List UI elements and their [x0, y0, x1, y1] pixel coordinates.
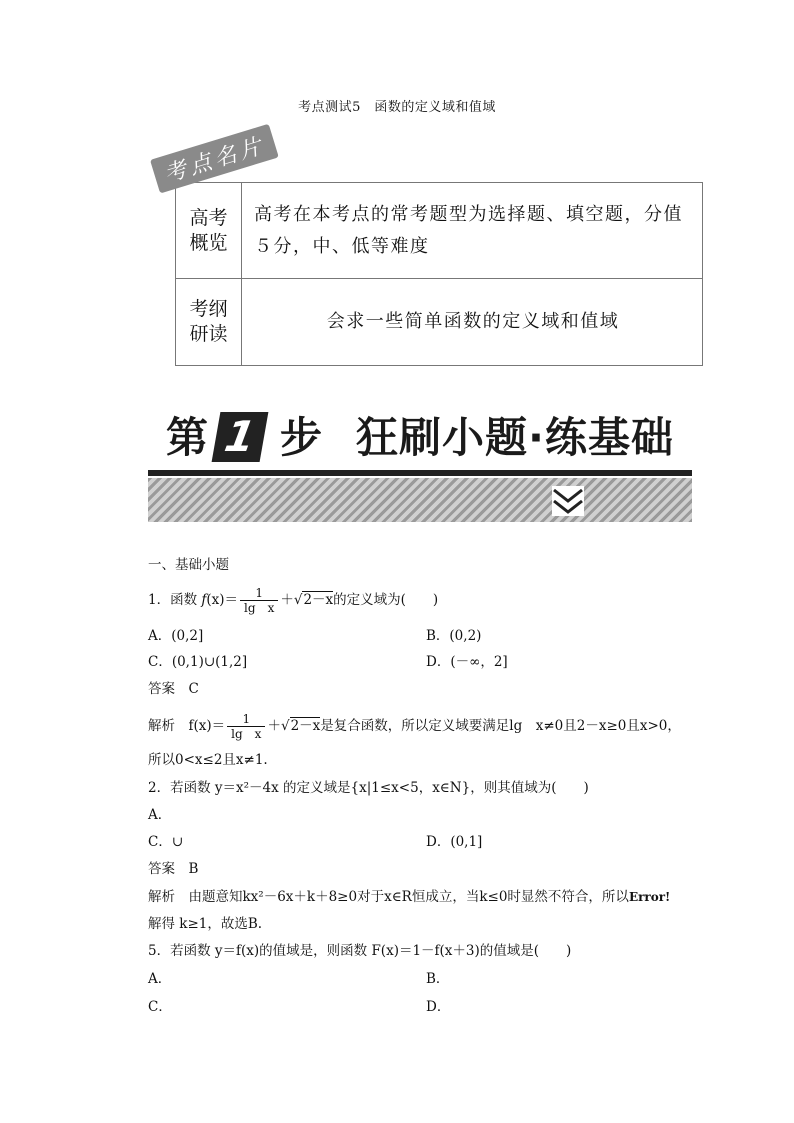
option-a[interactable]: A． [148, 971, 172, 987]
banner-heading: 狂刷小题·练基础 [356, 413, 674, 462]
explain-text-tail: 是复合函数，所以定义域要满足lg x≠0且2－x≥0且x>0， [320, 718, 681, 734]
page-title: 考点测试5 函数的定义域和值域 [298, 100, 496, 115]
explain-text: 由题意知kx²－6x＋k＋8≥0对于x∈R恒成立，当k≤0时显然不符合，所以 [188, 889, 629, 905]
option-c[interactable]: C．∪ [148, 834, 184, 850]
explanation-2 [148, 887, 670, 907]
overview-stamp: 考点名片 [150, 124, 279, 194]
answer-value: B [188, 861, 199, 877]
question-5: 5．若函数 y＝f(x)的值域是，则函数 F(x)＝1－f(x＋3)的值域是( ) [148, 943, 572, 959]
step-banner [148, 408, 692, 520]
overview-row-kaogang [176, 279, 702, 365]
fraction-denominator: lg x [244, 601, 275, 615]
explain-label: 解析 [148, 889, 189, 905]
banner-step-number: 1 [212, 412, 269, 462]
explain-text: f(x)＝ [188, 718, 226, 734]
math-arg: (x) [206, 592, 225, 608]
answer-value: C [188, 681, 199, 697]
overview-row-text: 高考在本考点的常考题型为选择题、填空题，分值５分，中、低等难度 [254, 203, 683, 257]
sqrt-body: 2－x [303, 592, 334, 608]
answer-label: 答案 [148, 861, 189, 877]
option-d[interactable]: D． [426, 999, 451, 1015]
answer-label: 答案 [148, 681, 189, 697]
option-a[interactable]: A．(0,2] [148, 628, 204, 644]
question-1: 1．函数 f(x)＝ $\frac{1}{\text{lg x}}$ ＋√2－x的定义域为( ) [148, 586, 439, 615]
error-text: Error! [628, 890, 671, 904]
question-2: 2．若函数 y＝x²－4x 的定义域是{x|1≤x<5，x∈N}，则其值域为( ) [148, 780, 589, 796]
option-c[interactable]: C．(0,1)∪(1,2] [148, 654, 248, 670]
question-text-tail: 的定义域为( ) [333, 592, 439, 608]
fraction-denominator: lg x [231, 727, 262, 741]
sqrt-body: 2－x [290, 718, 321, 734]
question-number: 1． [148, 592, 171, 608]
section-heading: 一、基础小题 [148, 557, 229, 573]
option-b[interactable]: B． [426, 971, 450, 987]
banner-stripes [148, 478, 692, 522]
math-eq: ＝ [224, 592, 239, 608]
double-chevron-down-icon [548, 484, 588, 518]
banner-prefix: 第 [166, 413, 209, 462]
fraction-numerator: 1 [227, 712, 265, 727]
option-d[interactable]: D．(0,1] [426, 834, 483, 850]
option-a[interactable]: A． [148, 807, 172, 823]
option-d[interactable]: D．(－∞，2] [426, 654, 508, 670]
fraction [240, 586, 278, 615]
explanation-1-cont: 所以0<x≤2且x≠1. [148, 752, 268, 768]
question-text: 函数 [170, 592, 202, 608]
math-plus: ＋ [280, 592, 294, 608]
banner-suffix: 步 [280, 413, 323, 462]
option-c[interactable]: C． [148, 999, 172, 1015]
fraction [227, 712, 265, 741]
banner-rule [148, 470, 692, 476]
explanation-1: 解析 f(x)＝ $\frac{1}{\text{lg x}}$ ＋√2－x是复合函数，所以定义域要满足lg x≠0且2－x≥0且x>0， [148, 712, 681, 741]
explanation-2-cont: 解得 k≥1，故选B. [148, 916, 263, 932]
overview-table [175, 182, 703, 366]
overview-row-gaokao [176, 183, 702, 279]
overview-row-label: 高考概览 [176, 183, 242, 278]
math-var: f [201, 592, 207, 608]
fraction-numerator: 1 [240, 586, 278, 601]
overview-row-label: 考纲研读 [176, 279, 242, 365]
answer-1 [148, 679, 199, 699]
math-plus: ＋ [267, 718, 281, 734]
overview-row-text: 会求一些简单函数的定义域和值域 [326, 311, 620, 332]
explain-label: 解析 [148, 718, 189, 734]
banner-title [148, 408, 692, 468]
answer-2 [148, 859, 198, 879]
option-b[interactable]: B．(0,2) [426, 628, 482, 644]
